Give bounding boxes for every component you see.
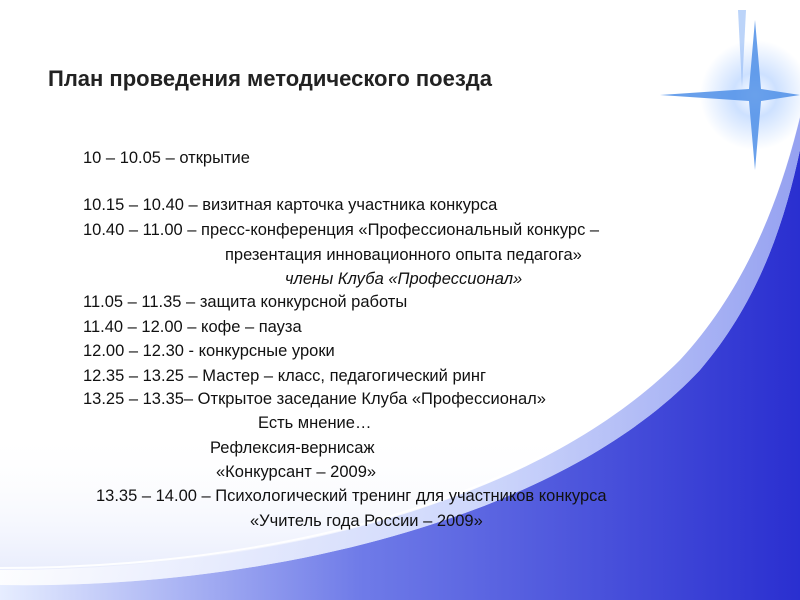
schedule-item: Рефлексия-вернисаж bbox=[210, 439, 375, 457]
schedule-item: Есть мнение… bbox=[258, 414, 372, 432]
schedule-item: 11.40 – 12.00 – кофе – пауза bbox=[83, 318, 302, 336]
schedule-item: 10 – 10.05 – открытие bbox=[83, 149, 250, 167]
schedule-item: 12.35 – 13.25 – Мастер – класс, педагогический ринг bbox=[83, 367, 486, 385]
schedule-item: 13.25 – 13.35– Открытое заседание Клуба «Профессионал» bbox=[83, 390, 546, 408]
schedule-item: 11.05 – 11.35 – защита конкурсной работы bbox=[83, 293, 408, 311]
schedule-item: презентация инновационного опыта педагога» bbox=[225, 246, 582, 264]
schedule-item: 10.40 – 11.00 – пресс-конференция «Профессиональный конкурс – bbox=[83, 221, 600, 239]
schedule-item: «Учитель года России – 2009» bbox=[250, 512, 483, 530]
schedule-item: 12.00 – 12.30 - конкурсные уроки bbox=[83, 342, 335, 360]
schedule-item: 10.15 – 10.40 – визитная карточка участника конкурса bbox=[83, 196, 498, 214]
page-title: План проведения методического поезда bbox=[48, 66, 492, 91]
schedule-item: «Конкурсант – 2009» bbox=[216, 463, 377, 481]
schedule-item: члены Клуба «Профессионал» bbox=[285, 270, 523, 288]
schedule-item: 13.35 – 14.00 – Психологический тренинг для участников конкурса bbox=[96, 487, 607, 505]
